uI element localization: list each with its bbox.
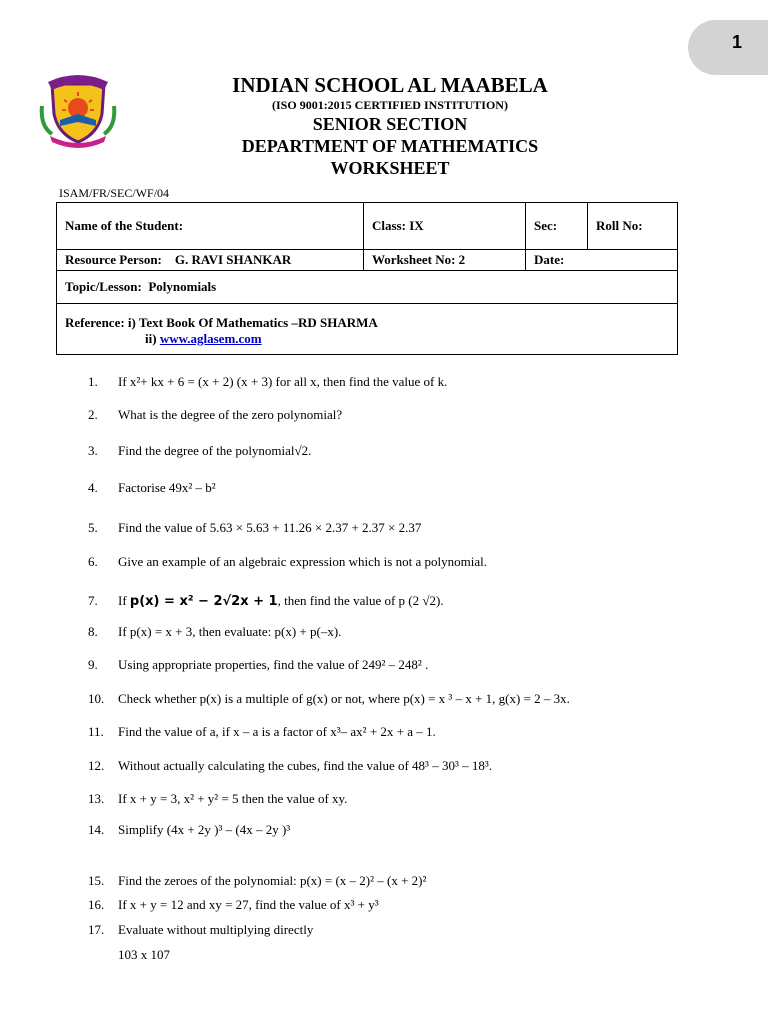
question-number: 12.	[88, 758, 105, 773]
sec-label: Sec:	[534, 218, 558, 233]
question-11	[88, 724, 436, 740]
question-number: 13.	[88, 791, 105, 806]
question-number: 16.	[88, 897, 105, 912]
resource-cell	[57, 250, 364, 271]
question-12	[88, 758, 492, 774]
resource-value: G. RAVI SHANKAR	[174, 252, 292, 267]
question-number: 1.	[88, 374, 98, 389]
topic-cell	[57, 271, 678, 304]
resource-label: Resource Person:	[65, 252, 162, 267]
question-6	[88, 554, 487, 570]
question-text: Find the degree of the polynomial√2.	[118, 443, 312, 458]
question-text: If p(x) = x + 3, then evaluate: p(x) + p(–x).	[118, 624, 342, 639]
question-text: Evaluate without multiplying directly	[118, 922, 314, 937]
question-text-a: If	[118, 593, 130, 608]
question-text: Simplify (4x + 2y )³ – (4x – 2y )³	[118, 822, 291, 837]
question-7	[88, 593, 444, 609]
doc-type: WORKSHEET	[330, 158, 450, 178]
question-text: If x + y = 12 and xy = 27, find the value of x³ + y³	[118, 897, 379, 912]
question-15	[88, 873, 426, 889]
worksheet-cell	[364, 250, 526, 271]
date-cell	[526, 250, 678, 271]
student-name-cell	[57, 203, 364, 250]
roll-cell	[588, 203, 678, 250]
class-cell	[364, 203, 526, 250]
topic-value: Polynomials	[148, 279, 217, 294]
question-number: 5.	[88, 520, 98, 535]
question-number: 11.	[88, 724, 104, 739]
question-text: Find the value of a, if x – a is a factor of x³– ax² + 2x + a – 1.	[118, 724, 436, 739]
question-9	[88, 657, 428, 673]
question-text	[118, 593, 444, 609]
question-10	[88, 691, 570, 707]
class-label: Class: IX	[372, 218, 424, 233]
header	[150, 72, 630, 179]
sec-cell	[526, 203, 588, 250]
section-title: SENIOR SECTION	[312, 114, 468, 134]
question-2	[88, 407, 342, 423]
question-number: 6.	[88, 554, 98, 569]
question-4	[88, 480, 216, 496]
roll-label: Roll No:	[596, 218, 643, 233]
question-number: 8.	[88, 624, 98, 639]
question-number: 7.	[88, 593, 98, 608]
question-13	[88, 791, 347, 807]
topic-label: Topic/Lesson:	[65, 279, 142, 294]
question-number: 3.	[88, 443, 98, 458]
question-number: 14.	[88, 822, 105, 837]
page-number-tab	[688, 20, 768, 75]
question-text-b: , then find the value of p (2 √2).	[277, 593, 444, 608]
question-text: Check whether p(x) is a multiple of g(x) or not, where p(x) = x ³ – x + 1, g(x) = 2 – 3x.	[118, 691, 570, 706]
question-text: What is the degree of the zero polynomial?	[118, 407, 343, 422]
question-math: p(x) = x² − 2√2x + 1	[129, 594, 278, 609]
question-8	[88, 624, 341, 640]
question-text: If x²+ kx + 6 = (x + 2) (x + 3) for all x, then find the value of k.	[118, 374, 448, 389]
document-code: ISAM/FR/SEC/WF/04	[59, 186, 170, 200]
question-number: 4.	[88, 480, 98, 495]
question-number: 17.	[88, 922, 105, 937]
question-5	[88, 520, 421, 536]
reference-link[interactable]: www.aglasem.com	[159, 331, 262, 346]
school-name: INDIAN SCHOOL AL MAABELA	[232, 73, 548, 97]
question-17	[88, 922, 313, 938]
reference-line-1: Reference: i) Text Book Of Mathematics –RD SHARMA	[65, 315, 378, 330]
question-17-expression: 103 x 107	[118, 947, 170, 962]
question-1	[88, 374, 447, 390]
school-logo	[38, 70, 118, 150]
department-title: DEPARTMENT OF MATHEMATICS	[241, 136, 539, 156]
question-14	[88, 822, 290, 838]
question-text: Find the value of 5.63 × 5.63 + 11.26 × 2.37 + 2.37 × 2.37	[118, 520, 422, 535]
reference-prefix: ii)	[145, 331, 160, 346]
info-table	[56, 202, 678, 355]
page-number: 1	[732, 32, 743, 52]
question-number: 9.	[88, 657, 98, 672]
question-text: Without actually calculating the cubes, find the value of 48³ – 30³ – 18³.	[118, 758, 492, 773]
question-text: If x + y = 3, x² + y² = 5 then the value of xy.	[118, 791, 348, 806]
question-text: Give an example of an algebraic expression which is not a polynomial.	[118, 554, 487, 569]
question-3	[88, 443, 311, 459]
question-text: Find the zeroes of the polynomial: p(x) = (x – 2)² – (x + 2)²	[118, 873, 427, 888]
question-text: Using appropriate properties, find the value of 249² – 248² .	[118, 657, 429, 672]
reference-cell	[57, 304, 678, 355]
question-16	[88, 897, 379, 913]
date-label: Date:	[534, 252, 565, 267]
question-number: 2.	[88, 407, 98, 422]
reference-line-2	[65, 331, 669, 347]
worksheet-label: Worksheet No: 2	[372, 252, 466, 267]
question-text: Factorise 49x² – b²	[118, 480, 216, 495]
certification: (ISO 9001:2015 CERTIFIED INSTITUTION)	[272, 98, 508, 112]
student-label: Name of the Student:	[65, 218, 184, 233]
question-number: 15.	[88, 873, 105, 888]
question-number: 10.	[88, 691, 105, 706]
